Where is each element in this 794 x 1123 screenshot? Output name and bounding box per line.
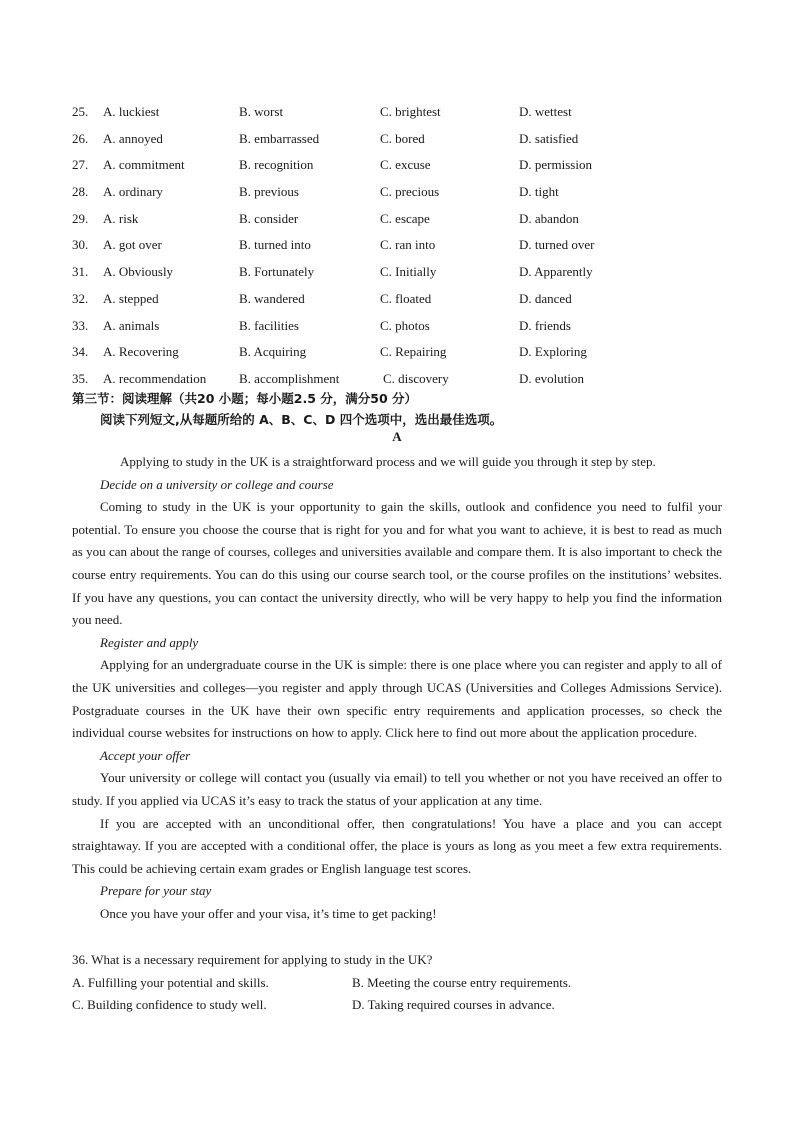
option-d: D. evolution [519,370,584,386]
option-a: A. ordinary [103,184,163,200]
option-c: C. Initially [380,264,437,280]
option-c: C. brightest [380,104,441,119]
question-number: 25. [72,104,89,119]
option-b: B. Fortunately [239,264,315,280]
option-d: D. tight [519,184,559,200]
passage-body [72,451,722,925]
section-title: 第三节：阅读理解（共20 小题；每小题2.5 分，满分50 分） [72,391,417,406]
paragraph: Your university or college will contact you (usually via email) to tell you whether or not you have received an offer to study. If you applied via UCAS it’s easy to track the status of your application at any time. [72,770,722,808]
question-36 [72,949,732,1017]
option-a: A. recommendation [103,370,207,386]
option-row-26 [72,129,732,156]
option-a: A. Obviously [103,264,174,280]
option-a: A. luckiest [103,104,160,119]
option-row-30 [72,235,732,262]
option-d: D. wettest [519,104,572,119]
option-row-25 [72,102,732,129]
option-d: D. abandon [519,210,579,226]
option-c: C. bored [380,130,425,146]
question-number: 30. [72,237,89,253]
question-number: 32. [72,290,89,306]
question-number: 31. [72,264,89,280]
option-c: C. floated [380,290,432,306]
option-a: A. annoyed [103,130,163,146]
option-c: C. discovery [383,370,449,386]
paragraph: Coming to study in the UK is your opportunity to gain the skills, outlook and confidence you need to fulfil your potential. To ensure you choose the course that is right for you and for what you want to achieve, it is best to read as much as you can about the range of courses, colleges and universities available and compare them. It is also important to check the course entry requirements. You can do this using our course search tool, or the course profiles on the institutions’ websites. If you have any questions, you can contact the university directly, who will be very happy to help you find the information you need. [72,499,722,628]
option-b: B. Meeting the course entry requirements. [352,974,572,990]
paragraph: If you are accepted with an unconditional offer, then congratulations! You have a place and you can accept straightaway. If you are accepted with a conditional offer, the place is yours as long as you meet a few extra requirements. This could be achieving certain exam grades or English language test scores. [72,815,722,876]
passage-letter: A [392,429,402,444]
option-d: D. danced [519,290,572,306]
option-row-32 [72,289,732,316]
option-d: D. turned over [519,237,595,253]
option-row-29 [72,209,732,236]
option-b: B. recognition [239,157,314,173]
subheading-register: Register and apply [100,634,199,650]
question-number: 26. [72,130,89,146]
option-b: B. previous [239,184,299,200]
question-stem: 36. What is a necessary requirement for applying to study in the UK? [72,952,433,967]
subheading-accept: Accept your offer [100,747,191,763]
option-row-28 [72,182,732,209]
question-number: 33. [72,317,89,333]
option-b: B. turned into [239,237,311,253]
option-row-34 [72,342,732,369]
option-c: C. Repairing [380,344,447,360]
option-row-27 [72,155,732,182]
option-b: B. worst [239,104,284,119]
question-number: 35. [72,370,89,386]
option-b: B. embarrassed [239,130,320,146]
question-number: 28. [72,184,89,200]
option-c: C. escape [380,210,430,226]
option-b: B. facilities [239,317,299,333]
cloze-options-list [72,102,732,396]
option-d: D. Exploring [519,344,587,360]
option-row-33 [72,316,732,343]
section-instruction: 阅读下列短文,从每题所给的 A、B、C、D 四个选项中，选出最佳选项。 [100,412,503,427]
option-d: D. satisfied [519,130,579,146]
option-b: B. Acquiring [239,344,307,360]
option-b: B. consider [239,210,299,226]
option-row-31 [72,262,732,289]
option-c: C. photos [380,317,430,333]
paragraph: Applying for an undergraduate course in the UK is simple: there is one place where you can register and apply to all of the UK universities and colleges—you register and apply through UCAS (Universities and Colleges Admissions Service). Postgraduate courses in the UK have their own specific entry requirements and application processes, so check the individual course websites for instructions on how to apply. Click here to find out more about the application procedure. [72,657,722,741]
option-a: A. stepped [103,290,159,306]
option-c: C. excuse [380,157,431,173]
question-number: 27. [72,157,89,173]
option-d: D. permission [519,157,592,173]
subheading-prepare: Prepare for your stay [100,883,212,899]
option-d: D. friends [519,317,571,333]
option-c: C. Building confidence to study well. [72,997,267,1013]
subheading-decide: Decide on a university or college and course [100,476,334,492]
passage-intro: Applying to study in the UK is a straightforward process and we will guide you through it step by step. [120,454,656,469]
question-number: 34. [72,344,89,360]
question-number: 29. [72,210,89,226]
option-a: A. Fulfilling your potential and skills. [72,974,269,990]
question-options-row [72,972,732,995]
option-a: A. risk [103,210,139,226]
question-options-row [72,994,732,1017]
option-d: D. Apparently [519,264,593,280]
option-b: B. accomplishment [239,370,340,386]
option-a: A. animals [103,317,160,333]
option-b: B. wandered [239,290,305,306]
option-c: C. precious [380,184,440,200]
option-a: A. commitment [103,157,185,173]
option-c: C. ran into [380,237,436,253]
paragraph: Once you have your offer and your visa, it’s time to get packing! [100,905,437,921]
option-a: A. got over [103,237,162,253]
option-a: A. Recovering [103,344,179,360]
option-d: D. Taking required courses in advance. [352,997,555,1013]
